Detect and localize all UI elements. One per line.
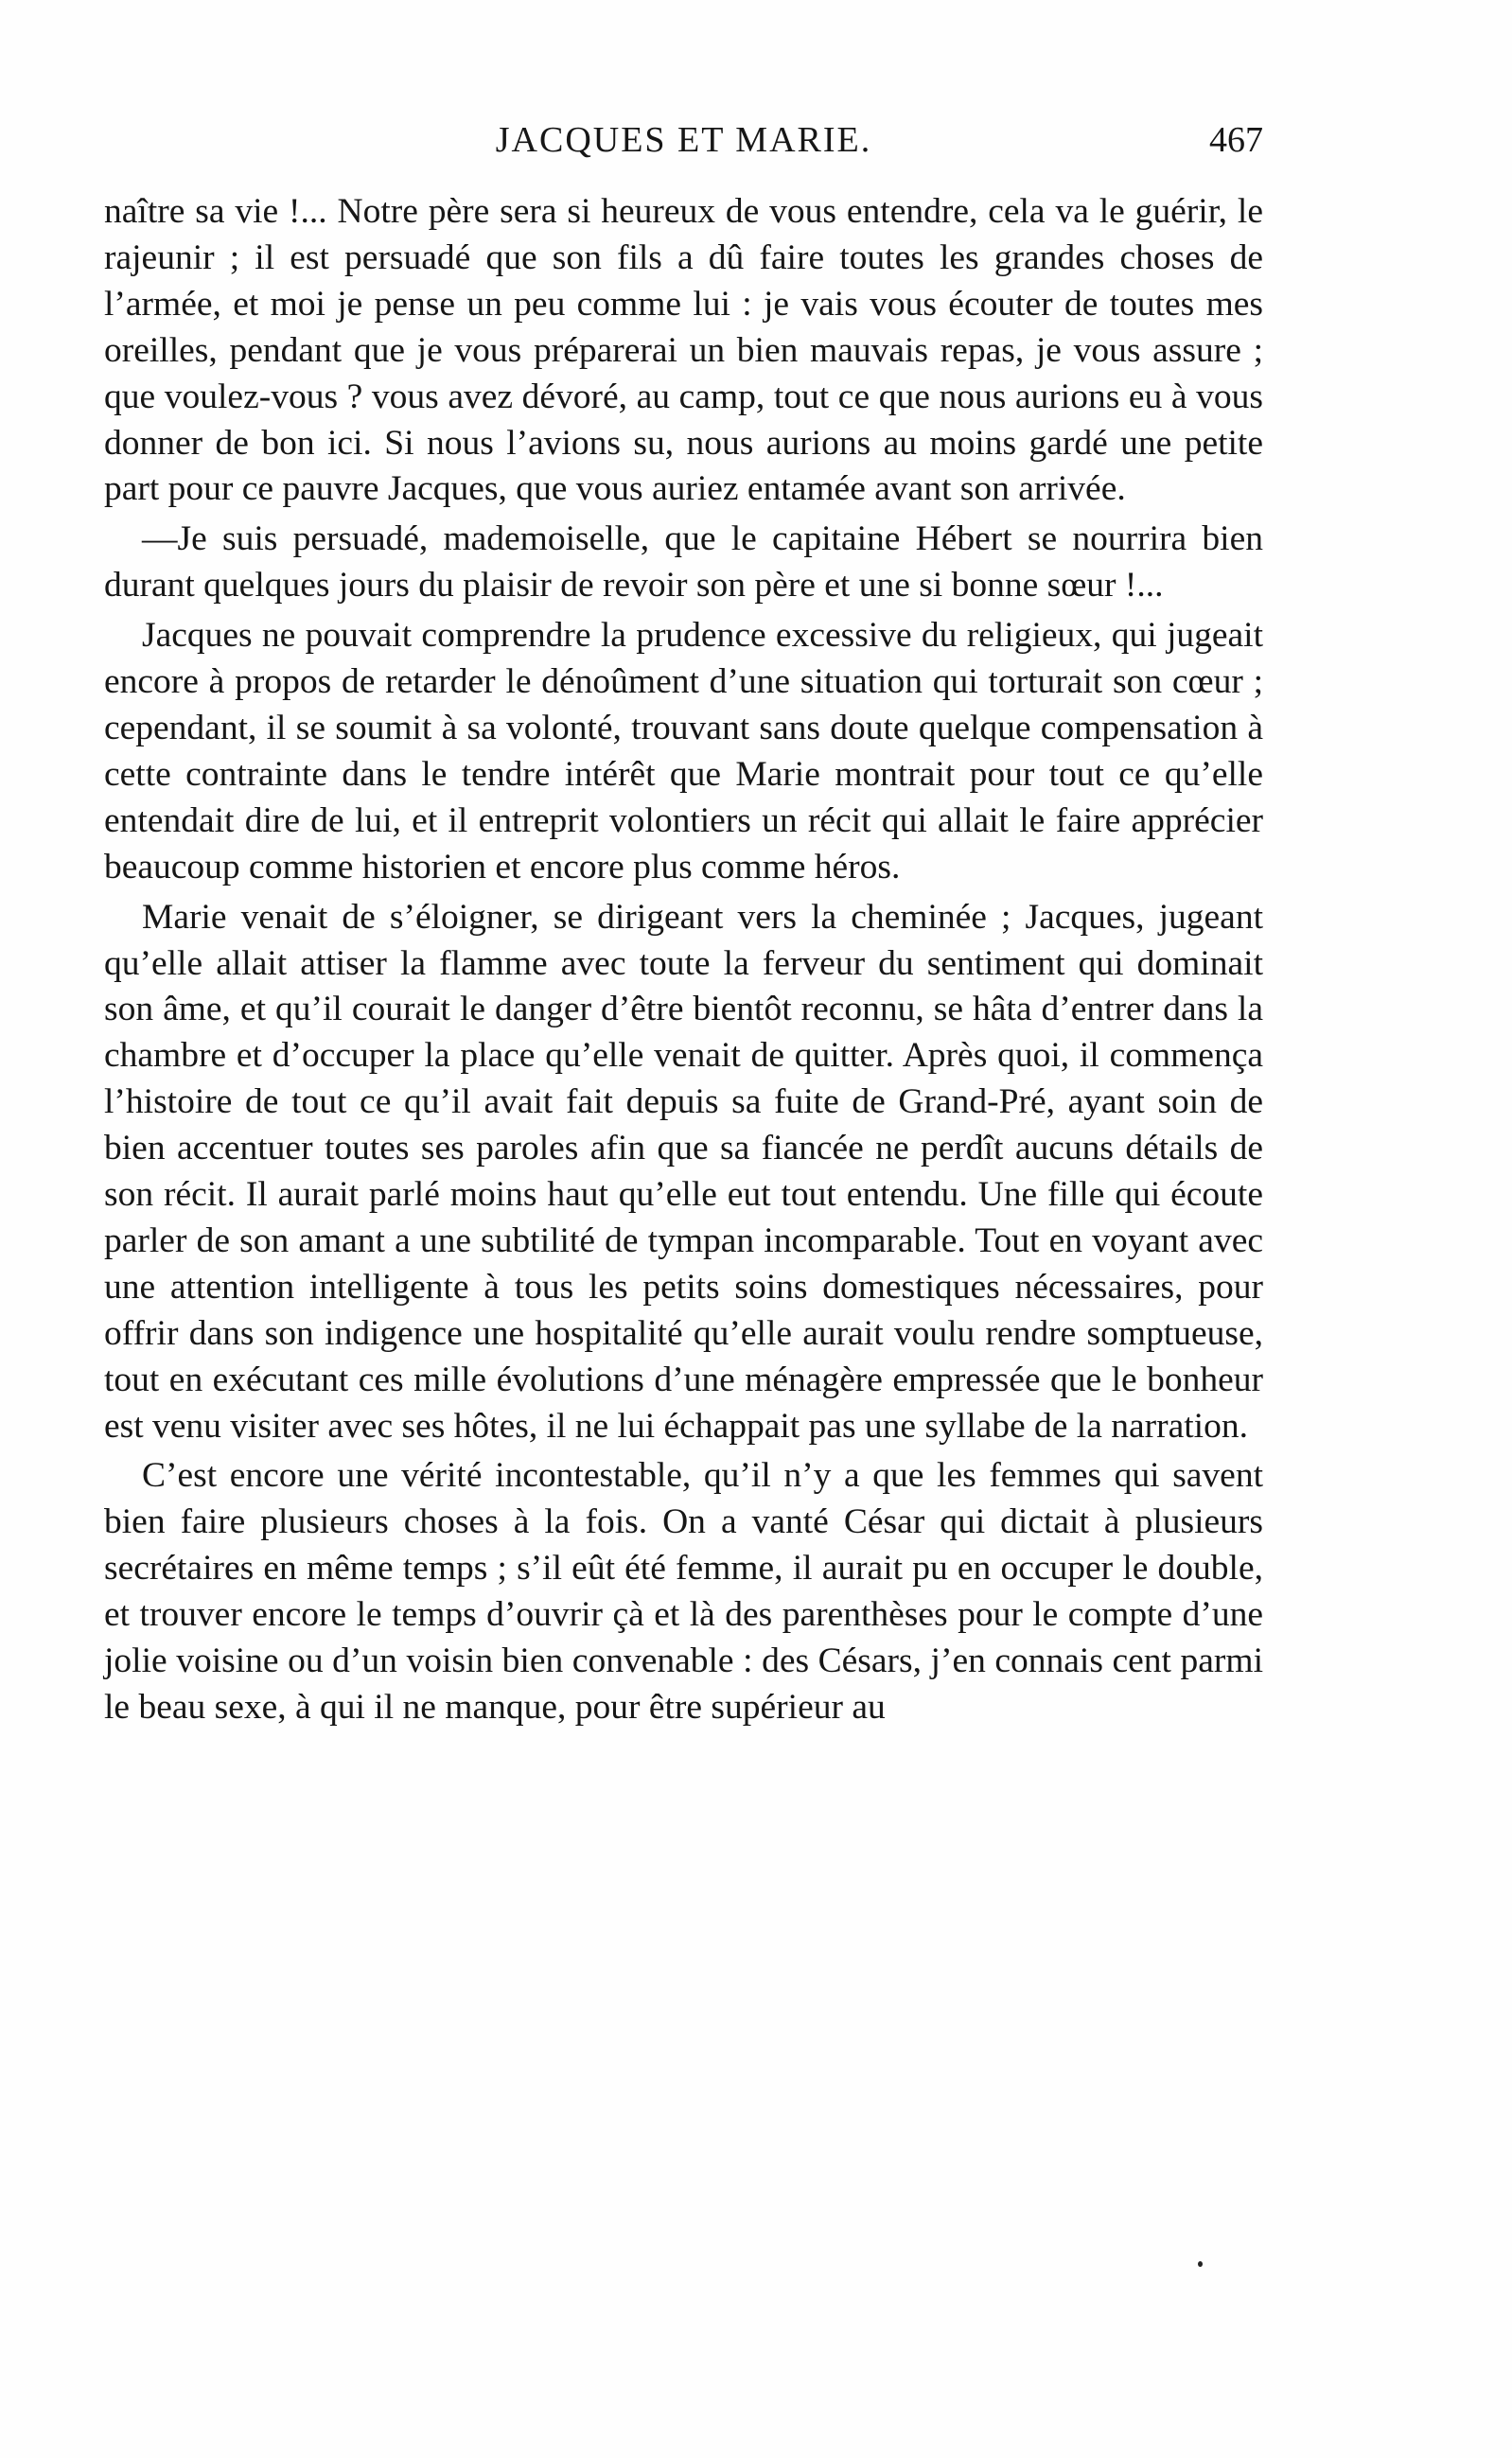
paragraph-marie: Marie venait de s’éloigner, se dirigeant vers la cheminée ; Jacques, jugeant qu’elle allait attiser la flamme avec toute la ferveur du sentiment qui dominait son âme, et qu’il courait le danger d’être bientôt reconnu, se hâta d’entrer dans la chambre et d’occuper la place qu’elle venait de quitter. Après quoi, il commença l’histoire de tout ce qu’il avait fait depuis sa fuite de Grand-Pré, ayant soin de bien accentuer toutes ses paroles afin que sa fiancée ne perdît aucuns détails de son récit. Il aurait parlé moins haut qu’elle eut tout entendu. Une fille qui écoute parler de son amant a une subtilité de tympan incomparable. Tout en voyant avec une attention intelligente à tous les petits soins domestiques nécessaires, pour offrir dans son indigence une hospitalité qu’elle aurait voulu rendre somptueuse, tout en exécutant ces mille évolutions d’une ménagère empressée que le bonheur est venu visiter avec ses hôtes, il ne lui échappait pas une syllabe de la narration. bbox=[104, 897, 1263, 1446]
paragraph-cesar: C’est encore une vérité incontestable, qu’il n’y a que les femmes qui savent bien faire plusieurs choses à la fois. On a vanté César qui dictait à plusieurs secrétaires en même temps ; s’il eût été femme, il aurait pu en occuper le double, et trouver encore le temps d’ouvrir çà et là des parenthèses pour le compte d’une jolie voisine ou d’un voisin bien convenable : des Césars, j’en connais cent parmi le beau sexe, à qui il ne manque, pour être supérieur au bbox=[104, 1456, 1263, 1727]
page-number: 467 bbox=[1209, 120, 1263, 160]
body-text bbox=[104, 189, 1263, 1731]
paragraph-jacques: Jacques ne pouvait comprendre la prudence excessive du religieux, qui jugeait encore à propos de retarder le dénoûment d’une situation qui torturait son cœur ; cependant, il se soumit à sa volonté, trouvant sans doute quelque compensation à cette contrainte dans le tendre intérêt que Marie montrait pour tout ce qu’elle entendait dire de lui, et il entreprit volontiers un récit qui allait le faire apprécier beaucoup comme historien et encore plus comme héros. bbox=[104, 616, 1263, 887]
ink-speck bbox=[1198, 2261, 1203, 2267]
running-head bbox=[104, 112, 1263, 168]
paragraph-continuation: naître sa vie !... Notre père sera si heureux de vous entendre, cela va le guérir, le rajeunir ; il est persuadé que son fils a dû faire toutes les grandes choses de l’armée, et moi je pense un peu comme lui : je vais vous écouter de toutes mes oreilles, pendant que je vous préparerai un bien mauvais repas, je vous assure ; que voulez-vous ? vous avez dévoré, au camp, tout ce que nous aurions eu à vous donner de bon ici. Si nous l’avions su, nous aurions au moins gardé une petite part pour ce pauvre Jacques, que vous auriez entamée avant son arrivée. bbox=[104, 192, 1263, 509]
running-title: JACQUES ET MARIE. bbox=[495, 120, 872, 160]
paragraph-dialogue: —Je suis persuadé, mademoiselle, que le capitaine Hébert se nourrira bien durant quelques jours du plaisir de revoir son père et une si bonne sœur !... bbox=[104, 519, 1263, 606]
